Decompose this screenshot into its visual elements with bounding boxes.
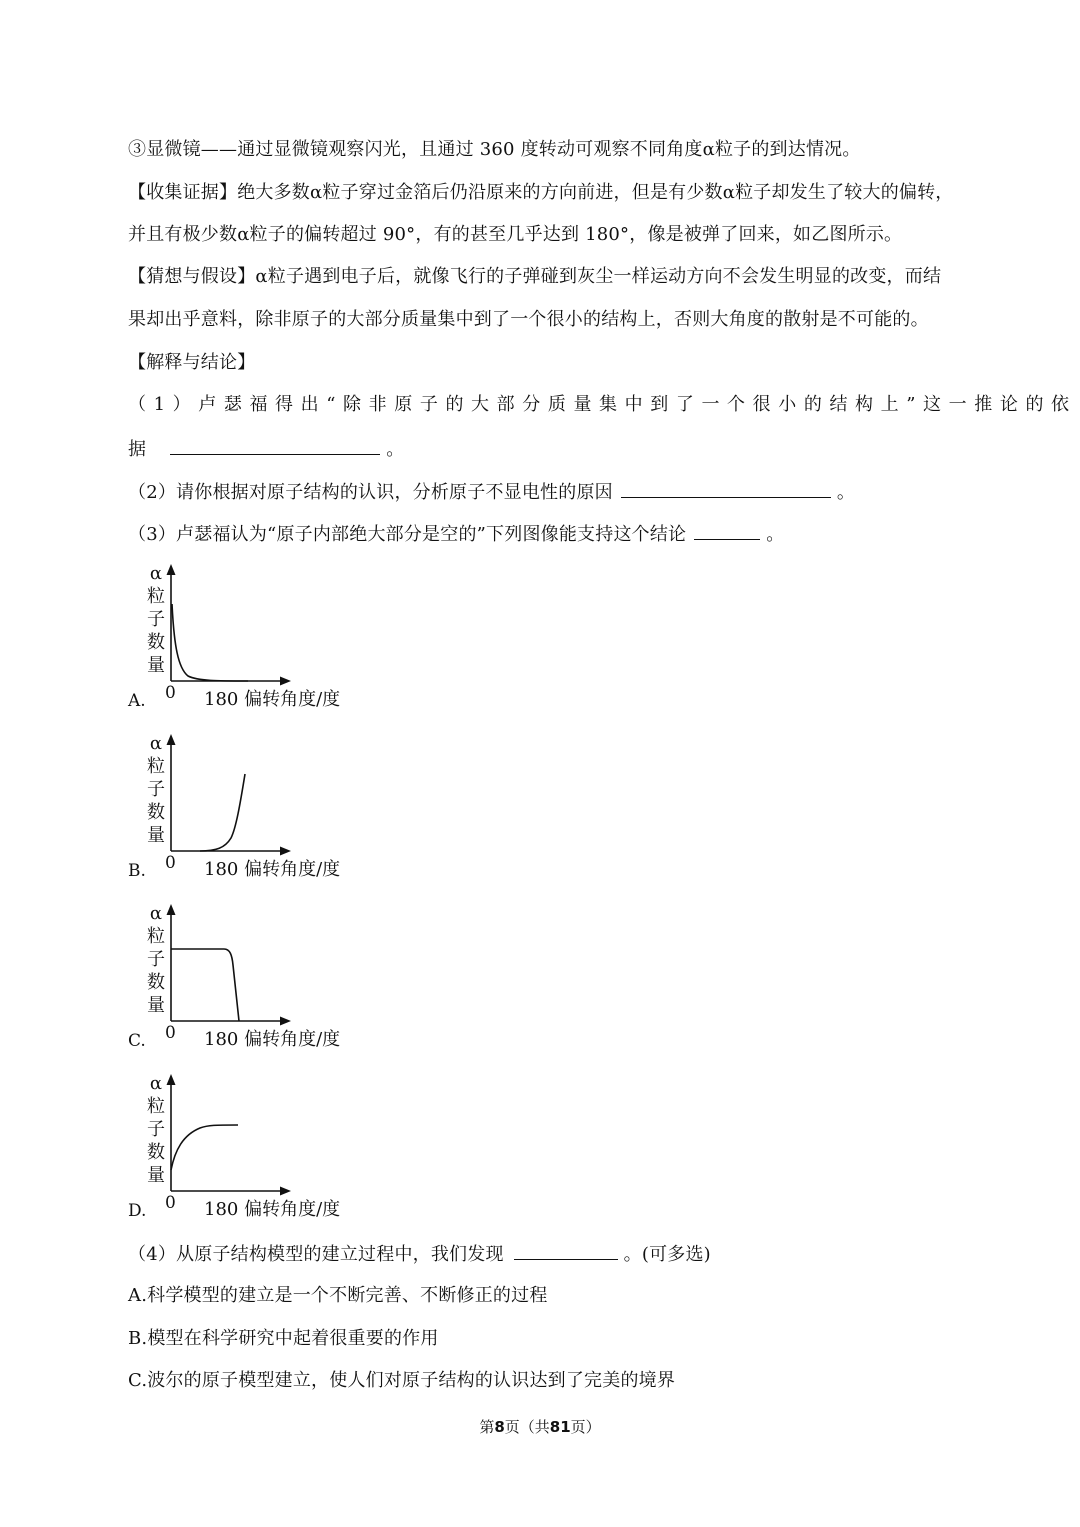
question-1-answer-line — [128, 436, 404, 462]
text-line-evidence: 【收集证据】绝大多数α粒子穿过金箔后仍沿原来的方向前进，但是有少数α粒子却发生了较大的偏转， — [128, 182, 954, 203]
option-b-letter: B. — [128, 861, 146, 881]
y-label-char-3: 数 — [147, 802, 165, 823]
origin-label: 0 — [165, 683, 176, 703]
y-label-char-1: 粒 — [147, 926, 165, 947]
y-label-char-3: 数 — [147, 972, 165, 993]
answer-blank-1[interactable] — [170, 436, 380, 455]
footer-pre: 第 — [479, 1418, 495, 1436]
text-line-hypothesis-cont: 果却出乎意料，除非原子的大部分质量集中到了一个很小的结构上，否则大角度的散射是不可能的。 — [128, 309, 929, 330]
option-a-graph[interactable] — [128, 560, 368, 720]
option-d-graph[interactable] — [128, 1070, 368, 1230]
question-3-end: 。 — [766, 524, 785, 545]
y-label-char-4: 量 — [147, 655, 165, 676]
y-label-char-3: 数 — [147, 632, 165, 653]
footer-total-pages: 81 — [549, 1418, 571, 1436]
question-3 — [128, 521, 784, 547]
footer-mid: 页（共 — [504, 1418, 550, 1436]
question-1-end: 。 — [386, 439, 405, 460]
y-label-alpha: α — [149, 1073, 163, 1094]
y-label-alpha: α — [149, 903, 163, 924]
question-1-cont: 据 — [128, 439, 147, 460]
y-label-char-2: 子 — [147, 1119, 165, 1140]
y-label-char-1: 粒 — [147, 586, 165, 607]
question-1: （1）卢瑟福得出“除非原子的大部分质量集中到了一个很小的结构上”这一推论的依 — [128, 394, 1077, 415]
y-axis-arrow — [167, 564, 176, 575]
option-b-graph[interactable] — [128, 730, 368, 890]
option-d-letter: D. — [128, 1201, 147, 1221]
y-axis-arrow — [167, 734, 176, 745]
origin-label: 0 — [165, 853, 176, 873]
curve-rise-then-plateau — [171, 1125, 238, 1170]
y-label-char-1: 粒 — [147, 756, 165, 777]
curve-sharp-rise — [200, 774, 245, 851]
option-c-letter: C. — [128, 1031, 146, 1051]
question-4-text: （4）从原子结构模型的建立过程中，我们发现 — [128, 1244, 504, 1265]
y-label-char-1: 粒 — [147, 1096, 165, 1117]
question-3-text: （3）卢瑟福认为“原子内部绝大部分是空的”下列图像能支持这个结论 — [128, 524, 687, 545]
y-label-char-2: 子 — [147, 609, 165, 630]
text-line-hypothesis: 【猜想与假设】α粒子遇到电子后，就像飞行的子弹碰到灰尘一样运动方向不会发生明显的改变，而结 — [128, 266, 942, 287]
y-axis-arrow — [167, 1074, 176, 1085]
y-label-char-2: 子 — [147, 779, 165, 800]
text-line-microscope: ③显微镜——通过显微镜观察闪光，且通过 360 度转动可观察不同角度α粒子的到达情况。 — [128, 139, 861, 160]
y-label-char-4: 量 — [147, 995, 165, 1016]
curve-sharp-decay — [172, 604, 248, 681]
footer-post: 页） — [570, 1418, 601, 1436]
y-axis-arrow — [167, 904, 176, 915]
curve-flat-then-drop — [171, 949, 239, 1021]
choice-a[interactable]: A.科学模型的建立是一个不断完善、不断修正的过程 — [128, 1285, 548, 1306]
question-2 — [128, 479, 855, 505]
y-label-alpha: α — [149, 733, 163, 754]
x-axis-label: 180 偏转角度/度 — [204, 859, 341, 880]
x-axis-label: 180 偏转角度/度 — [204, 1199, 341, 1220]
choice-b[interactable]: B.模型在科学研究中起着很重要的作用 — [128, 1328, 439, 1349]
x-axis-label: 180 偏转角度/度 — [204, 1029, 341, 1050]
y-label-char-3: 数 — [147, 1142, 165, 1163]
option-a-letter: A. — [128, 691, 146, 711]
answer-blank-4[interactable] — [514, 1241, 618, 1260]
question-4-end: 。(可多选) — [623, 1244, 711, 1265]
origin-label: 0 — [165, 1193, 176, 1213]
answer-blank-3[interactable] — [694, 521, 760, 540]
section-heading-conclusion: 【解释与结论】 — [128, 352, 256, 373]
question-2-end: 。 — [836, 482, 856, 503]
answer-blank-2[interactable] — [621, 479, 831, 498]
question-2-text: （2）请你根据对原子结构的认识，分析原子不显电性的原因 — [128, 482, 613, 503]
choice-c[interactable]: C.波尔的原子模型建立，使人们对原子结构的认识达到了完美的境界 — [128, 1370, 676, 1391]
option-c-graph[interactable] — [128, 900, 368, 1060]
text-line-evidence-cont: 并且有极少数α粒子的偏转超过 90°，有的甚至几乎达到 180°，像是被弹了回来，如乙图所示。 — [128, 224, 903, 245]
x-axis-label: 180 偏转角度/度 — [204, 689, 341, 710]
origin-label: 0 — [165, 1023, 176, 1043]
y-label-alpha: α — [149, 563, 163, 584]
y-label-char-4: 量 — [147, 825, 165, 846]
y-label-char-2: 子 — [147, 949, 165, 970]
page-footer — [0, 1416, 1080, 1437]
question-4 — [128, 1241, 711, 1267]
footer-page-number: 8 — [494, 1418, 505, 1436]
y-label-char-4: 量 — [147, 1165, 165, 1186]
